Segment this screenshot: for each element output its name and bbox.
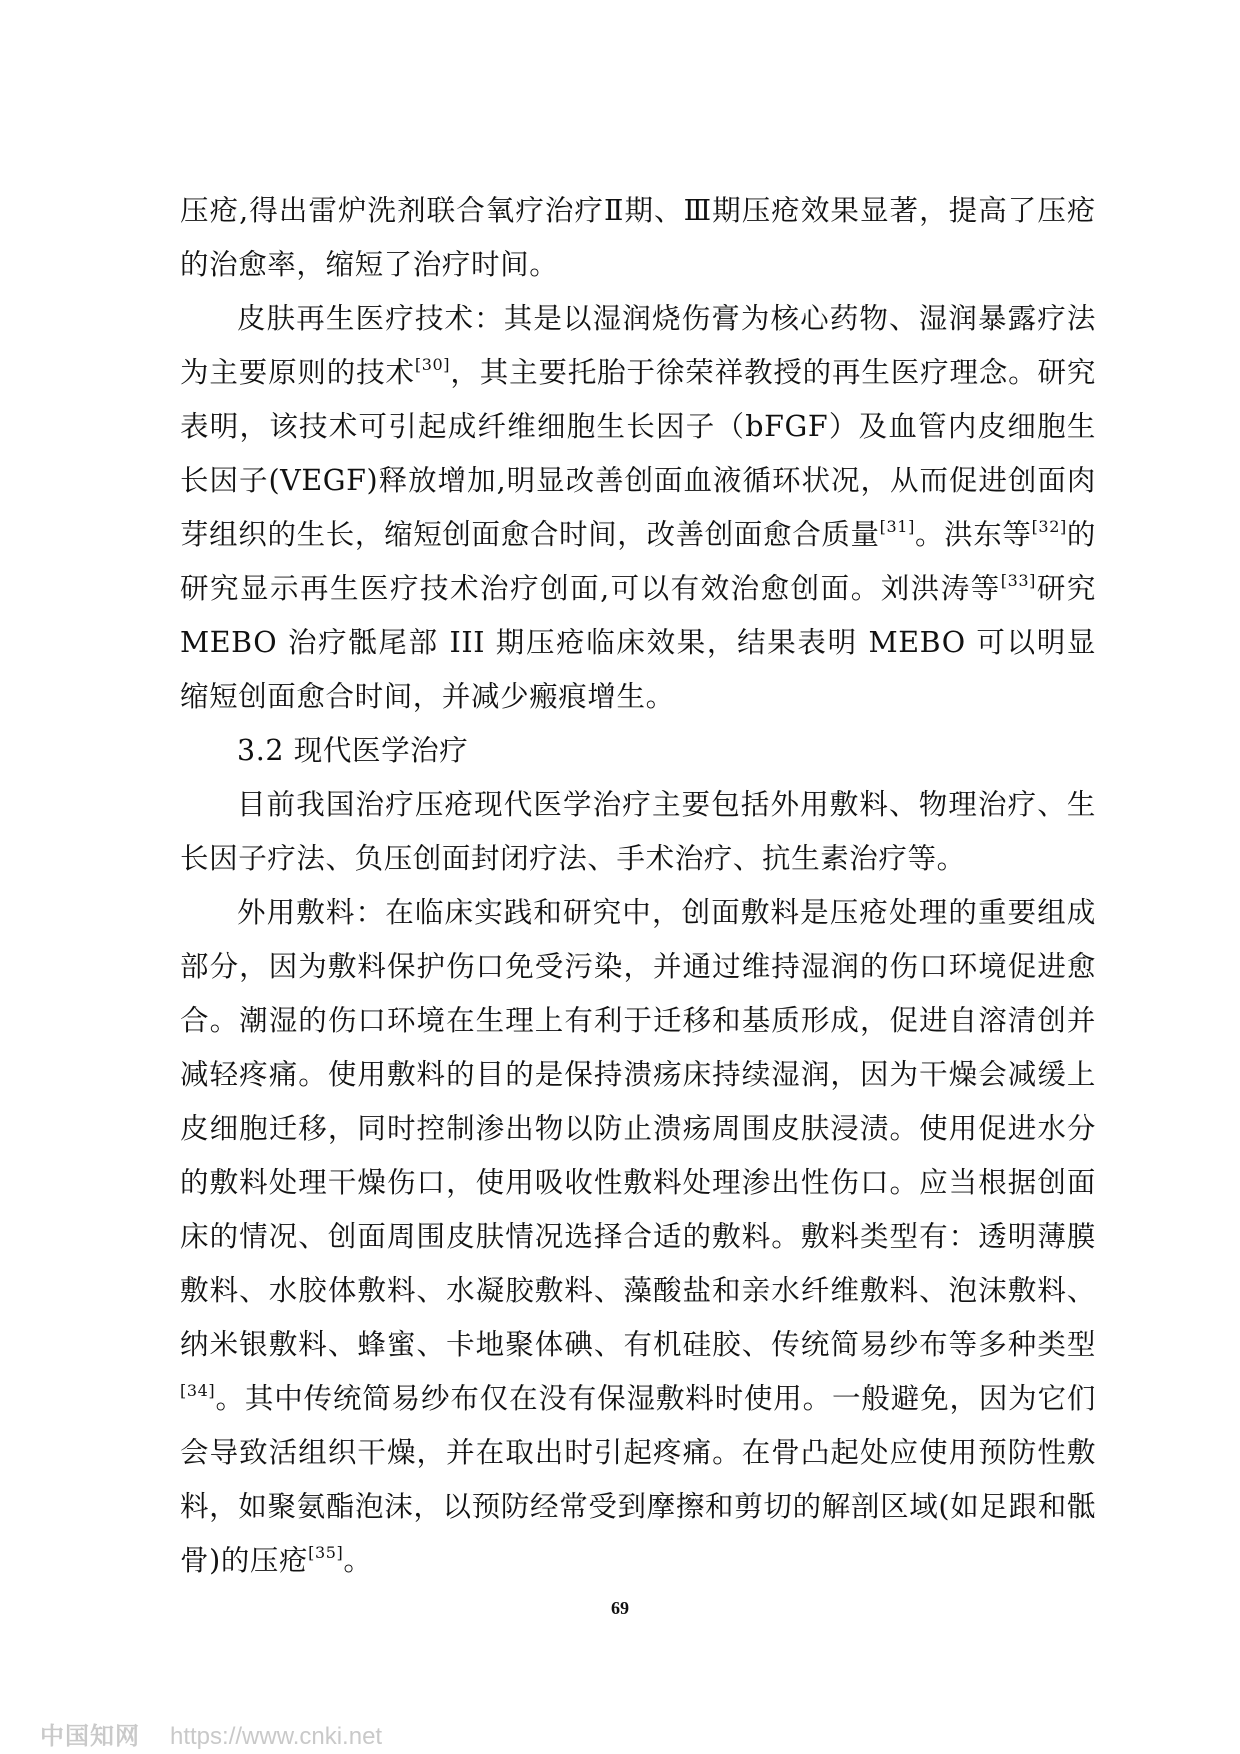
paragraph-dressings — [180, 886, 1096, 1588]
paragraph-regenerative-medicine — [180, 292, 1096, 724]
citation-ref: [32] — [1031, 517, 1067, 536]
paragraph-continuation: 压疮,得出雷炉洗剂联合氧疗治疗Ⅱ期、Ⅲ期压疮效果显著，提高了压疮的治愈率，缩短了治疗时间。 — [180, 194, 1096, 281]
paragraph-modern-treatment: 目前我国治疗压疮现代医学治疗主要包括外用敷料、物理治疗、生长因子疗法、负压创面封闭疗法、手术治疗、抗生素治疗等。 — [180, 788, 1096, 875]
citation-ref: [31] — [879, 517, 915, 536]
page-number: 69 — [611, 1598, 629, 1618]
citation-ref: [33] — [1000, 571, 1036, 590]
citation-ref: [30] — [414, 355, 451, 374]
watermark-logo: 中国知网 — [40, 1723, 140, 1750]
text-run: 研究 MEBO 治疗骶尾部 III 期压疮临床效果，结果表明 MEBO 可以明显缩短创面愈合时间，并减少瘢痕增生。 — [180, 572, 1096, 713]
citation-ref: [34] — [180, 1381, 216, 1400]
cnki-watermark — [40, 1716, 382, 1751]
text-run: 外用敷料：在临床实践和研究中，创面敷料是压疮处理的重要组成部分，因为敷料保护伤口免受污染，并通过维持湿润的伤口环境促进愈合。潮湿的伤口环境在生理上有利于迁移和基质形成，促进自溶清创并减轻疼痛。使用敷料的目的是保持溃疡床持续湿润，因为干燥会减缓上皮细胞迁移，同时控制渗出物以防止溃疡周围皮肤浸渍。使用促进水分的敷料处理干燥伤口，使用吸收性敷料处理渗出性伤口。应当根据创面床的情况、创面周围皮肤情况选择合适的敷料。敷料类型有：透明薄膜敷料、水胶体敷料、水凝胶敷料、藻酸盐和亲水纤维敷料、泡沫敷料、纳米银敷料、蜂蜜、卡地聚体碘、有机硅胶、传统简易纱布等多种类型 — [180, 896, 1096, 1361]
text-run: 。 — [343, 1544, 373, 1577]
text-run: 的研究显示再生医疗技术治疗创面,可以有效治愈创面。刘洪涛等 — [180, 518, 1096, 605]
text-run: 。其中传统简易纱布仅在没有保湿敷料时使用。一般避免，因为它们会导致活组织干燥，并在取出时引起疼痛。在骨凸起处应使用预防性敷料，如聚氨酯泡沫，以预防经常受到摩擦和剪切的解剖区域(如足跟和骶骨)的压疮 — [180, 1382, 1096, 1577]
text-run: 皮肤再生医疗技术：其是以湿润烧伤膏为核心药物、湿润暴露疗法为主要原则的技术 — [180, 302, 1096, 389]
citation-ref: [35] — [308, 1543, 344, 1562]
text-run: ，其主要托胎于徐荣祥教授的再生医疗理念。研究表明，该技术可引起成纤维细胞生长因子（bFGF）及血管内皮细胞生长因子(VEGF)释放增加,明显改善创面血液循环状况，从而促进创面肉芽组织的生长，缩短创面愈合时间，改善创面愈合质量 — [180, 356, 1096, 551]
watermark-url: https://www.cnki.net — [170, 1723, 383, 1750]
text-run: 。洪东等 — [914, 518, 1032, 551]
body-text — [180, 184, 1096, 1588]
section-heading: 3.2 现代医学治疗 — [237, 734, 469, 767]
